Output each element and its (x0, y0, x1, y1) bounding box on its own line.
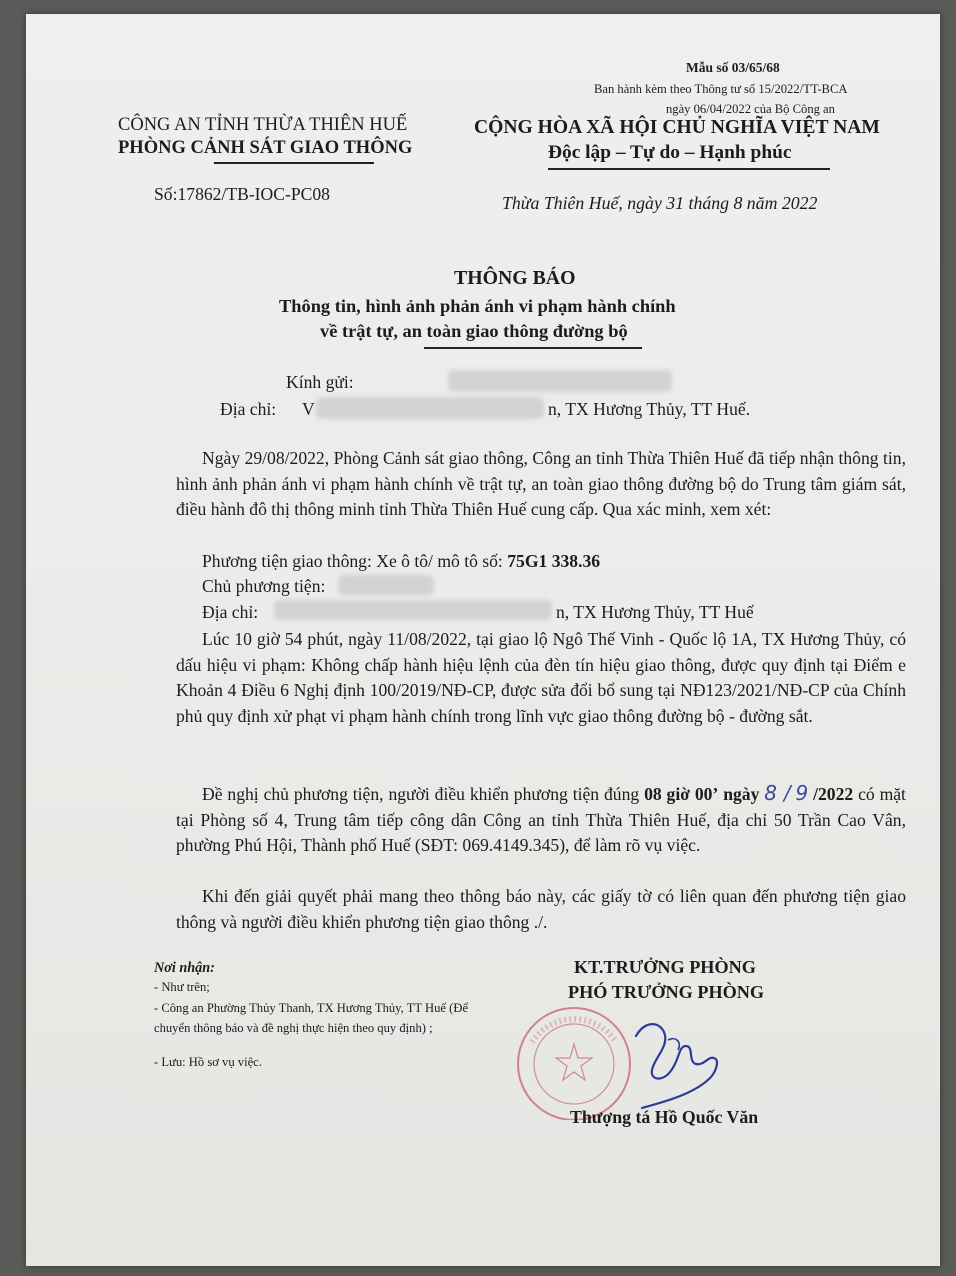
recipient-item-3: - Lưu: Hồ sơ vụ việc. (154, 1055, 262, 1069)
document-page (26, 14, 940, 1266)
document-title: THÔNG BÁO (454, 267, 576, 289)
form-issued-line1: Ban hành kèm theo Thông tư số 15/2022/TT-BCA (594, 82, 848, 96)
document-subtitle-line2: về trật tự, an toàn giao thông đường bộ (320, 321, 628, 341)
signatory-title-1: KT.TRƯỞNG PHÒNG (574, 957, 756, 977)
handwritten-month: 9 (795, 781, 809, 805)
document-date: Thừa Thiên Huế, ngày 31 tháng 8 năm 2022 (502, 193, 818, 213)
body-paragraph-closing: Khi đến giải quyết phải mang theo thông báo này, các giấy tờ có liên quan đến phương tiện giao thông và người điều khiển phương tiện giao thông ./. (176, 886, 906, 932)
agency-underline (214, 162, 374, 164)
document-number: Số:17862/TB-IOC-PC08 (154, 184, 330, 204)
form-issued-line2: ngày 06/04/2022 của Bộ Công an (666, 102, 835, 116)
body-paragraph-intro: Ngày 29/08/2022, Phòng Cảnh sát giao thông, Công an tỉnh Thừa Thiên Huế đã tiếp nhận thông tin, hình ảnh phản ánh vi phạm hành chính về trật tự, an toàn giao thông đường bộ do Trung tâm giám sát, điều hành đô thị thông minh tỉnh Thừa Thiên Huế cung cấp. Qua xác minh, xem xét: (176, 448, 906, 520)
agency-name: CÔNG AN TỈNH THỪA THIÊN HUẾ (118, 115, 408, 135)
title-underline (424, 347, 642, 349)
redacted-recipient-name (448, 370, 672, 392)
signatory-name: Thượng tá Hồ Quốc Văn (570, 1107, 759, 1127)
body-paragraph-summons: Đề nghị chủ phương tiện, người điều khiển phương tiện đúng 08 giờ 00’ ngày 8 / 9 /2022 có mặt tại Phòng số 4, Trung tâm tiếp công dân Công an tỉnh Thừa Thiên Huế, địa chỉ 50 Trần Cao Vân, phường Phú Hội, Thành phố Huế (SĐT: 069.4149.345), để làm rõ vụ việc. (176, 781, 906, 856)
owner-label: Chủ phương tiện: (202, 576, 326, 596)
recipient-address-label: Địa chỉ: (220, 399, 277, 419)
handwritten-day: 8 / (764, 781, 791, 805)
license-plate: 75G1 338.36 (507, 551, 601, 571)
national-motto: CỘNG HÒA XÃ HỘI CHỦ NGHĨA VIỆT NAM (474, 117, 880, 138)
owner-address-suffix: n, TX Hương Thủy, TT Huế (556, 602, 754, 622)
owner-address-label: Địa chỉ: (202, 602, 259, 622)
handwritten-signature (624, 1006, 754, 1116)
signatory-title-2: PHÓ TRƯỞNG PHÒNG (568, 982, 765, 1002)
agency-department: PHÒNG CẢNH SÁT GIAO THÔNG (118, 138, 413, 158)
slogan-underline (548, 168, 830, 170)
recipient-address-suffix: n, TX Hương Thủy, TT Huế. (548, 399, 751, 419)
redacted-owner-address (274, 600, 552, 620)
redacted-owner-name (338, 575, 434, 595)
vehicle-line: Phương tiện giao thông: Xe ô tô/ mô tô số: 75G1 338.36 (202, 551, 601, 571)
document-subtitle-line1: Thông tin, hình ảnh phản ánh vi phạm hành chính (279, 296, 676, 316)
recipient-item-2: - Công an Phường Thủy Thanh, TX Hương Thủy, TT Huế (Để chuyển thông báo và đề nghị thực hiện theo quy định) ; (154, 1001, 469, 1035)
form-number: Mẫu số 03/65/68 (686, 60, 780, 75)
recipient-item-1: - Như trên; (154, 980, 210, 994)
official-seal (512, 1002, 632, 1120)
redacted-recipient-address (316, 397, 544, 419)
recipient-address-prefix: V (302, 399, 315, 419)
recipient-label: Kính gửi: (286, 372, 354, 392)
national-slogan: Độc lập – Tự do – Hạnh phúc (548, 142, 792, 163)
body-paragraph-violation: Lúc 10 giờ 54 phút, ngày 11/08/2022, tại giao lộ Ngô Thế Vinh - Quốc lộ 1A, TX Hương Thủy, có dấu hiệu vi phạm: Không chấp hành hiệu lệnh của đèn tín hiệu giao thông, được quy định tại Điểm e Khoản 4 Điều 6 Nghị định 100/2019/NĐ-CP, được sửa đổi bổ sung tại NĐ123/2021/NĐ-CP của Chính phủ quy định xử phạt vi phạm hành chính trong lĩnh vực giao thông đường bộ - đường sắt. (176, 629, 906, 726)
recipients-heading: Nơi nhận: (154, 960, 215, 976)
